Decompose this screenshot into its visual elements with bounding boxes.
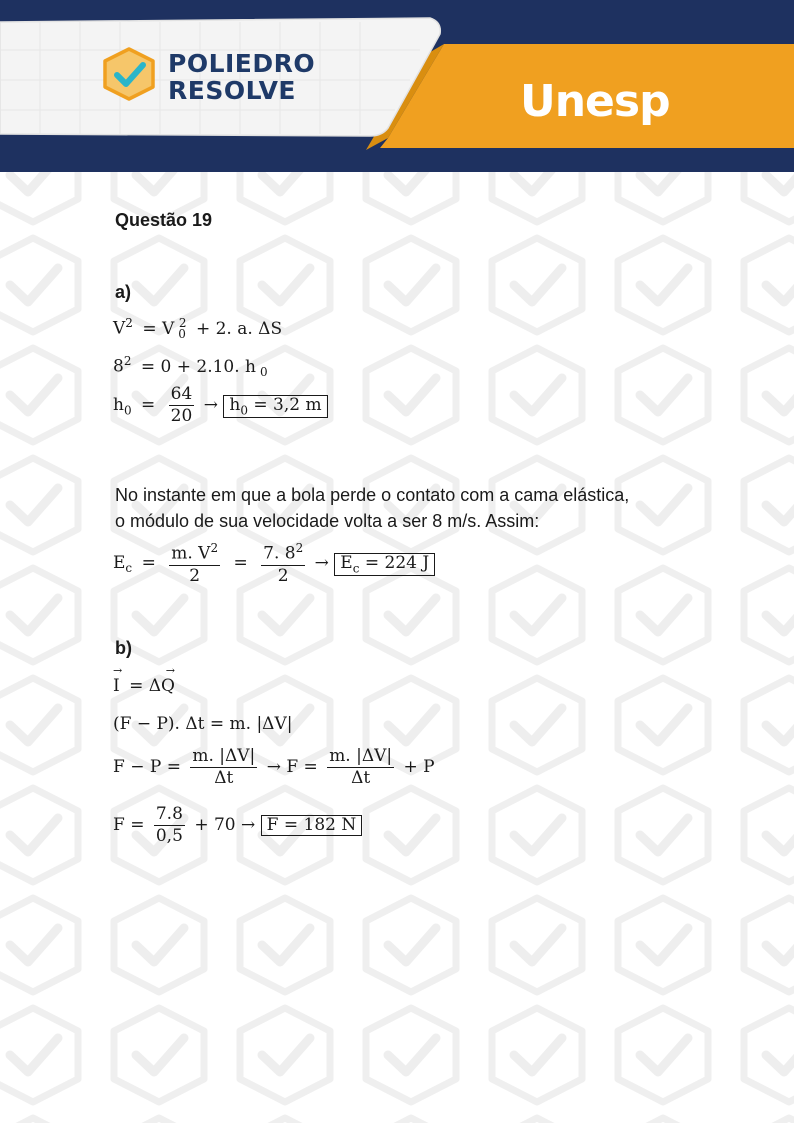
question-title: Questão 19 — [115, 210, 213, 230]
fraction-mv2-2: $\frac{m. V^2}{2}$ — [171, 541, 219, 586]
fraction-mdv-dt-2: $\frac{m. |\Delta V|}{\Delta t}$ — [329, 746, 393, 788]
equation-b3: F − P = $\frac{m. |\Delta V|}{\Delta t}$ → F = $\frac{m. |\Delta V|}{\Delta t}$ + P — [113, 746, 435, 788]
equation-a2: $8^2 = 0 + 2.10$. h $_0$ — [113, 354, 268, 380]
equation-a3: $h_0$ = $\frac{64}{20}$ → $h_0 = 3,2$ m — [113, 386, 328, 425]
result-box-h0: $h_0 = 3,2$ m — [223, 395, 327, 418]
equation-b1: → I = ΔQ → — [113, 664, 175, 696]
part-b-label: b) — [115, 638, 132, 658]
logo-line-2: RESOLVE — [168, 76, 296, 105]
fraction-64-20: $\frac{64}{20}$ — [170, 384, 193, 426]
result-box-ec: $E_c = 224$ J — [334, 553, 435, 576]
logo-text — [168, 50, 315, 104]
fraction-mdv-dt-1: $\frac{m. |\Delta V|}{\Delta t}$ — [192, 746, 256, 788]
equation-b4: F = $\frac{7.8}{0,5}$ + 70 → F = 182 N — [113, 806, 362, 845]
logo-line-1: POLIEDRO — [168, 49, 316, 78]
paragraph-a: No instante em que a bola perde o contato com a cama elástica, o módulo de sua velocidade volta a ser 8 m/s. Assim: — [115, 485, 630, 531]
checkmark-hexagon-icon — [100, 46, 158, 102]
fraction-78-2: $\frac{7. 8^2}{2}$ — [263, 541, 304, 586]
equation-a1: $V^2 = V$ $_0^2$ + 2. a. ΔS — [113, 316, 283, 342]
fraction-78-05: $\frac{7.8}{0,5}$ — [155, 804, 183, 846]
part-a-label: a) — [115, 282, 132, 302]
brand-title: Unesp — [520, 76, 670, 127]
result-box-f: F = 182 N — [261, 815, 363, 836]
equation-a4: $E_c$ = $\frac{m. V^2}{2}$ = $\frac{7. 8^2}{2}$ → $E_c = 224$ J — [113, 542, 435, 585]
equation-b2: (F − P). Δt = m. |ΔV| — [113, 714, 293, 734]
